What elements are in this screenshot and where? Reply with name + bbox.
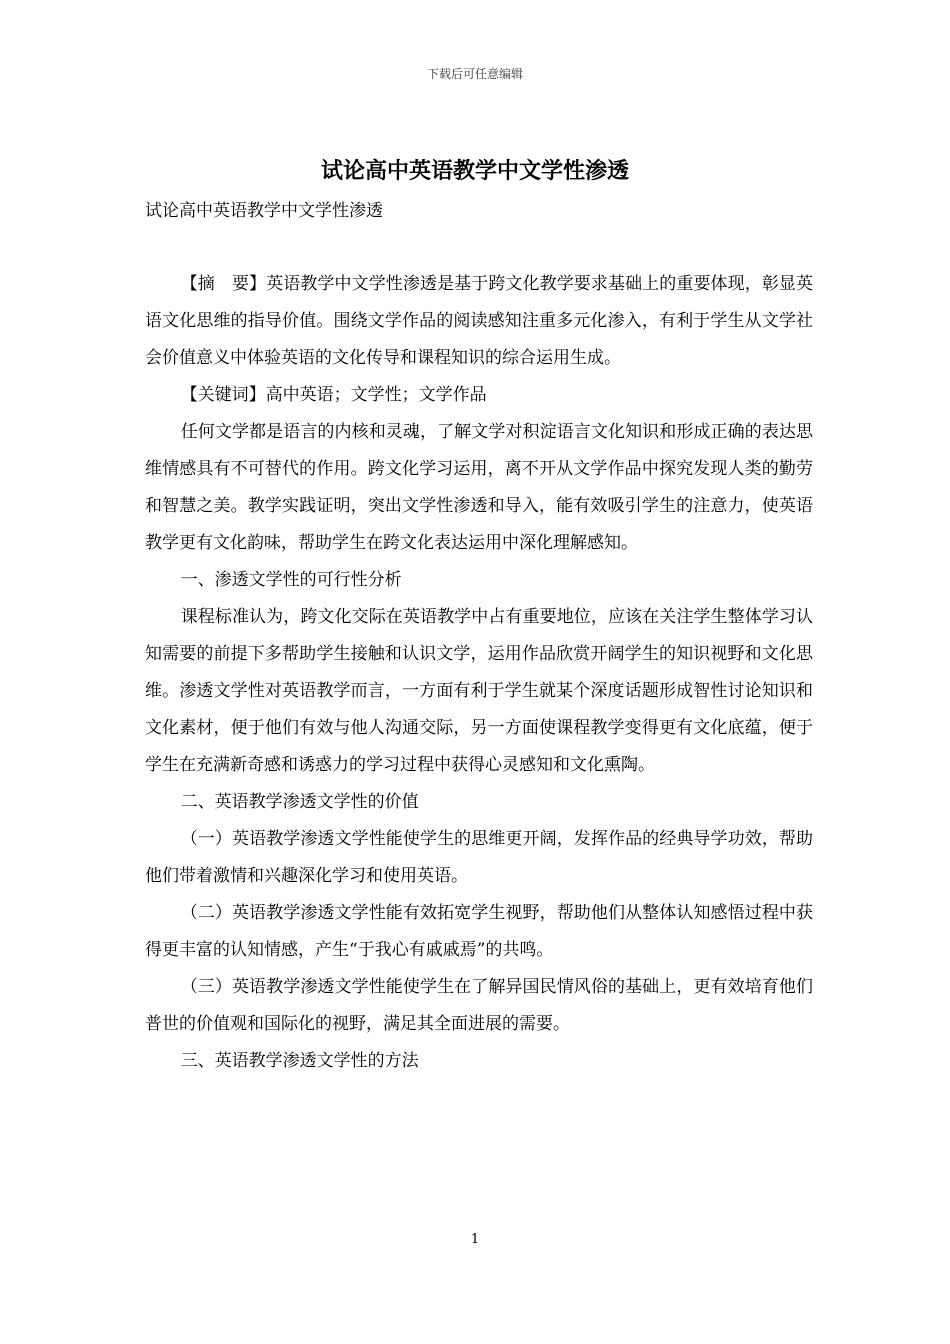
keywords-paragraph: 【关键词】高中英语；文学性；文学作品	[180, 385, 487, 405]
value-item-2: （二）英语教学渗透文学性能有效拓宽学生视野，帮助他们从整体认知感悟过程中获得更丰富的认知情感，产生“于我心有戚戚焉”的共鸣。	[145, 903, 813, 960]
document-subtitle: 试论高中英语教学中文学性渗透	[145, 201, 383, 221]
header-note: 下载后可任意编辑	[426, 67, 523, 81]
value-item-1: （一）英语教学渗透文学性能使学生的思维更开阔，发挥作品的经典导学功效，帮助他们带着激情和兴趣深化学习和使用英语。	[145, 829, 813, 886]
section-heading-1: 一、渗透文学性的可行性分析	[180, 570, 402, 590]
section-heading-3: 三、英语教学渗透文学性的方法	[180, 1051, 419, 1071]
section-1-paragraph: 课程标准认为，跨文化交际在英语教学中占有重要地位，应该在关注学生整体学习认知需要的前提下多帮助学生接触和认识文学，运用作品欣赏开阔学生的知识视野和文化思维。渗透文学性对英语教学而言，一方面有利于学生就某个深度话题形成智性讨论知识和文化素材，便于他们有效与他人沟通交际，另一方面使课程教学变得更有文化底蕴，便于学生在充满新奇感和诱惑力的学习过程中获得心灵感知和文化熏陶。	[145, 607, 813, 775]
page-number: 1	[470, 1232, 480, 1247]
document-body	[145, 266, 813, 1080]
document-title: 试论高中英语教学中文学性渗透	[320, 158, 629, 184]
abstract-paragraph: 【摘 要】英语教学中文学性渗透是基于跨文化教学要求基础上的重要体现，彰显英语文化思维的指导价值。围绕文学作品的阅读感知注重多元化渗入，有利于学生从文学社会价值意义中体验英语的文化传导和课程知识的综合运用生成。	[145, 274, 813, 368]
value-item-3: （三）英语教学渗透文学性能使学生在了解异国民情风俗的基础上，更有效培育他们普世的价值观和国际化的视野，满足其全面进展的需要。	[145, 977, 813, 1034]
intro-paragraph: 任何文学都是语言的内核和灵魂，了解文学对积淀语言文化知识和形成正确的表达思维情感具有不可替代的作用。跨文化学习运用，离不开从文学作品中探究发现人类的勤劳和智慧之美。教学实践证明，突出文学性渗透和导入，能有效吸引学生的注意力，使英语教学更有文化韵味，帮助学生在跨文化表达运用中深化理解感知。	[145, 422, 813, 553]
section-heading-2: 二、英语教学渗透文学性的价值	[180, 792, 419, 812]
